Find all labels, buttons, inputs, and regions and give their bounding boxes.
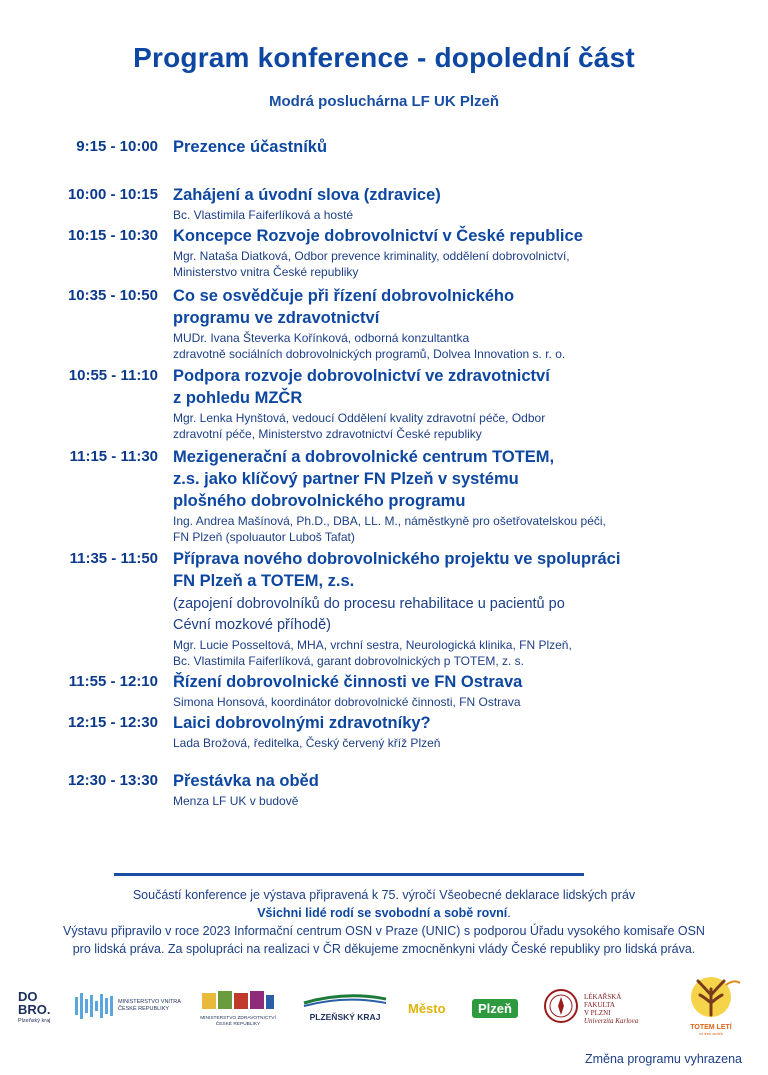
program-title: Podpora rozvoje dobrovolnictví ve zdravotnictví <box>173 367 550 385</box>
program-content <box>173 225 673 280</box>
program-speaker: Bc. Vlastimila Faiferlíková, garant dobrovolnických p TOTEM, z. s. <box>173 654 525 668</box>
mv-logo: MINISTERSTVO VNITRA ČESKÉ REPUBLIKY <box>74 991 204 1025</box>
totem-logo: TOTEM LETÍ už třetí století <box>678 975 744 1037</box>
program-time: 10:00 - 10:15 <box>67 186 158 203</box>
program-time: 11:15 - 11:30 <box>69 448 158 465</box>
footer-line: Všichni lidé rodí se svobodní a sobě rovní. <box>257 906 511 920</box>
program-item <box>0 285 768 362</box>
program-title: Prezence účastníků <box>173 138 328 156</box>
program-time: 10:35 - 10:50 <box>67 287 158 304</box>
footer-text <box>0 886 768 958</box>
program-content <box>173 712 673 751</box>
program-speaker: Ministerstvo vnitra České republiky <box>173 265 359 279</box>
program-item <box>0 712 768 751</box>
program-item <box>0 184 768 223</box>
program-time: 10:55 - 11:10 <box>68 367 158 384</box>
program-item <box>0 446 768 545</box>
mz-emblem-icon <box>200 989 276 1011</box>
mv-emblem-icon <box>74 991 114 1021</box>
dobro-logo: DO BRO. Plzeňský kraj <box>18 989 51 1024</box>
program-content <box>173 285 673 362</box>
program-time: 10:15 - 10:30 <box>67 227 158 244</box>
program-title: plošného dobrovolnického programu <box>173 492 466 510</box>
program-item <box>0 225 768 280</box>
program-title: z pohledu MZČR <box>173 389 303 407</box>
exhibition-title: Všichni lidé rodí se svobodní a sobě rovní <box>257 906 508 920</box>
program-speaker: Menza LF UK v budově <box>173 794 299 808</box>
program-item <box>0 136 768 158</box>
program-time: 12:30 - 13:30 <box>67 772 158 789</box>
program-speaker: Ing. Andrea Mašínová, Ph.D., DBA, LL. M., náměstkyně pro ošetřovatelskou péči, <box>173 514 606 528</box>
program-speaker: MUDr. Ivana Števerka Kořínková, odborná konzultantka <box>173 331 470 345</box>
program-title: Laici dobrovolnými zdravotníky? <box>173 714 431 732</box>
program-note: Cévní mozkové příhodě) <box>173 617 331 633</box>
lf-plzen-logo: LÉKAŘSKÁ FAKULTA V PLZNI Univerzita Karlova <box>544 989 654 1029</box>
program-title: Zahájení a úvodní slova (zdravice) <box>173 186 441 204</box>
program-content <box>173 446 673 545</box>
program-content <box>173 136 673 158</box>
program-item <box>0 770 768 809</box>
plzensky-kraj-logo: PLZEŇSKÝ KRAJ <box>302 991 388 1023</box>
program-speaker: Mgr. Nataša Diatková, Odbor prevence kriminality, oddělení dobrovolnictví, <box>173 249 570 263</box>
program-time: 9:15 - 10:00 <box>76 138 158 155</box>
program-title: FN Plzeň a TOTEM, z.s. <box>173 572 355 590</box>
page-title: Program konference - dopolední část <box>133 42 635 73</box>
program-speaker: FN Plzeň (spoluautor Luboš Tafat) <box>173 530 355 544</box>
lf-seal-icon <box>544 989 578 1023</box>
program-title: Mezigenerační a dobrovolnické centrum TOTEM, <box>173 448 555 466</box>
program-title: Příprava nového dobrovolnického projektu ve spolupráci <box>173 550 621 568</box>
program-item <box>0 365 768 442</box>
footer-line: Výstavu připravilo v roce 2023 Informační centrum OSN v Praze (UNIC) s podporou Úřadu vysokého komisaře OSN <box>63 924 705 938</box>
program-content <box>173 548 673 669</box>
totem-tree-icon <box>678 975 744 1019</box>
mz-logo: MINISTERSTVO ZDRAVOTNICTVÍ ČESKÉ REPUBLIKY <box>200 989 280 1033</box>
program-content <box>173 184 673 223</box>
program-time: 11:55 - 12:10 <box>68 673 158 690</box>
footer-line: pro lidská práva. Za spolupráci na realizaci v ČR děkujeme zmocněnkyni vlády České republiky pro lidská práva. <box>72 942 696 956</box>
program-item <box>0 671 768 710</box>
program-title: Řízení dobrovolnické činnosti ve FN Ostrava <box>173 673 523 691</box>
program-title: Přestávka na oběd <box>173 772 319 790</box>
footer-divider <box>114 873 584 876</box>
program-speaker: Lada Brožová, ředitelka, Český červený kříž Plzeň <box>173 736 441 750</box>
program-content <box>173 365 673 442</box>
program-title: programu ve zdravotnictví <box>173 309 380 327</box>
program-speaker: Simona Honsová, koordinátor dobrovolnické činnosti, FN Ostrava <box>173 695 521 709</box>
program-title: z.s. jako klíčový partner FN Plzeň v systému <box>173 470 519 488</box>
program-time: 11:35 - 11:50 <box>69 550 158 567</box>
partner-logos <box>14 975 754 1035</box>
mesto-plzen-logo: Město Plzeň <box>408 999 524 1021</box>
venue-subtitle: Modrá posluchárna LF UK Plzeň <box>268 93 500 110</box>
program-speaker: Mgr. Lenka Hynštová, vedoucí Oddělení kvality zdravotní péče, Odbor <box>173 411 546 425</box>
program-title: Koncepce Rozvoje dobrovolnictví v České republice <box>173 227 583 245</box>
program-time: 12:15 - 12:30 <box>67 714 158 731</box>
program-content <box>173 671 673 710</box>
program-speaker: zdravotně sociálních dobrovolnických programů, Dolvea Innovation s. r. o. <box>173 347 566 361</box>
program-speaker: zdravotní péče, Ministerstvo zdravotnictví České republiky <box>173 427 482 441</box>
kraj-waves-icon <box>302 991 388 1007</box>
program-change-note: Změna programu vyhrazena <box>584 1052 742 1066</box>
program-item <box>0 548 768 669</box>
program-speaker: Mgr. Lucie Posseltová, MHA, vrchní sestra, Neurologická klinika, FN Plzeň, <box>173 638 572 652</box>
program-content <box>173 770 673 809</box>
program-speaker: Bc. Vlastimila Faiferlíková a hosté <box>173 208 354 222</box>
footer-line: Součástí konference je výstava připravená k 75. výročí Všeobecné deklarace lidských práv <box>132 888 636 902</box>
program-note: (zapojení dobrovolníků do procesu rehabilitace u pacientů po <box>173 596 565 612</box>
program-title: Co se osvědčuje při řízení dobrovolnického <box>173 287 515 305</box>
